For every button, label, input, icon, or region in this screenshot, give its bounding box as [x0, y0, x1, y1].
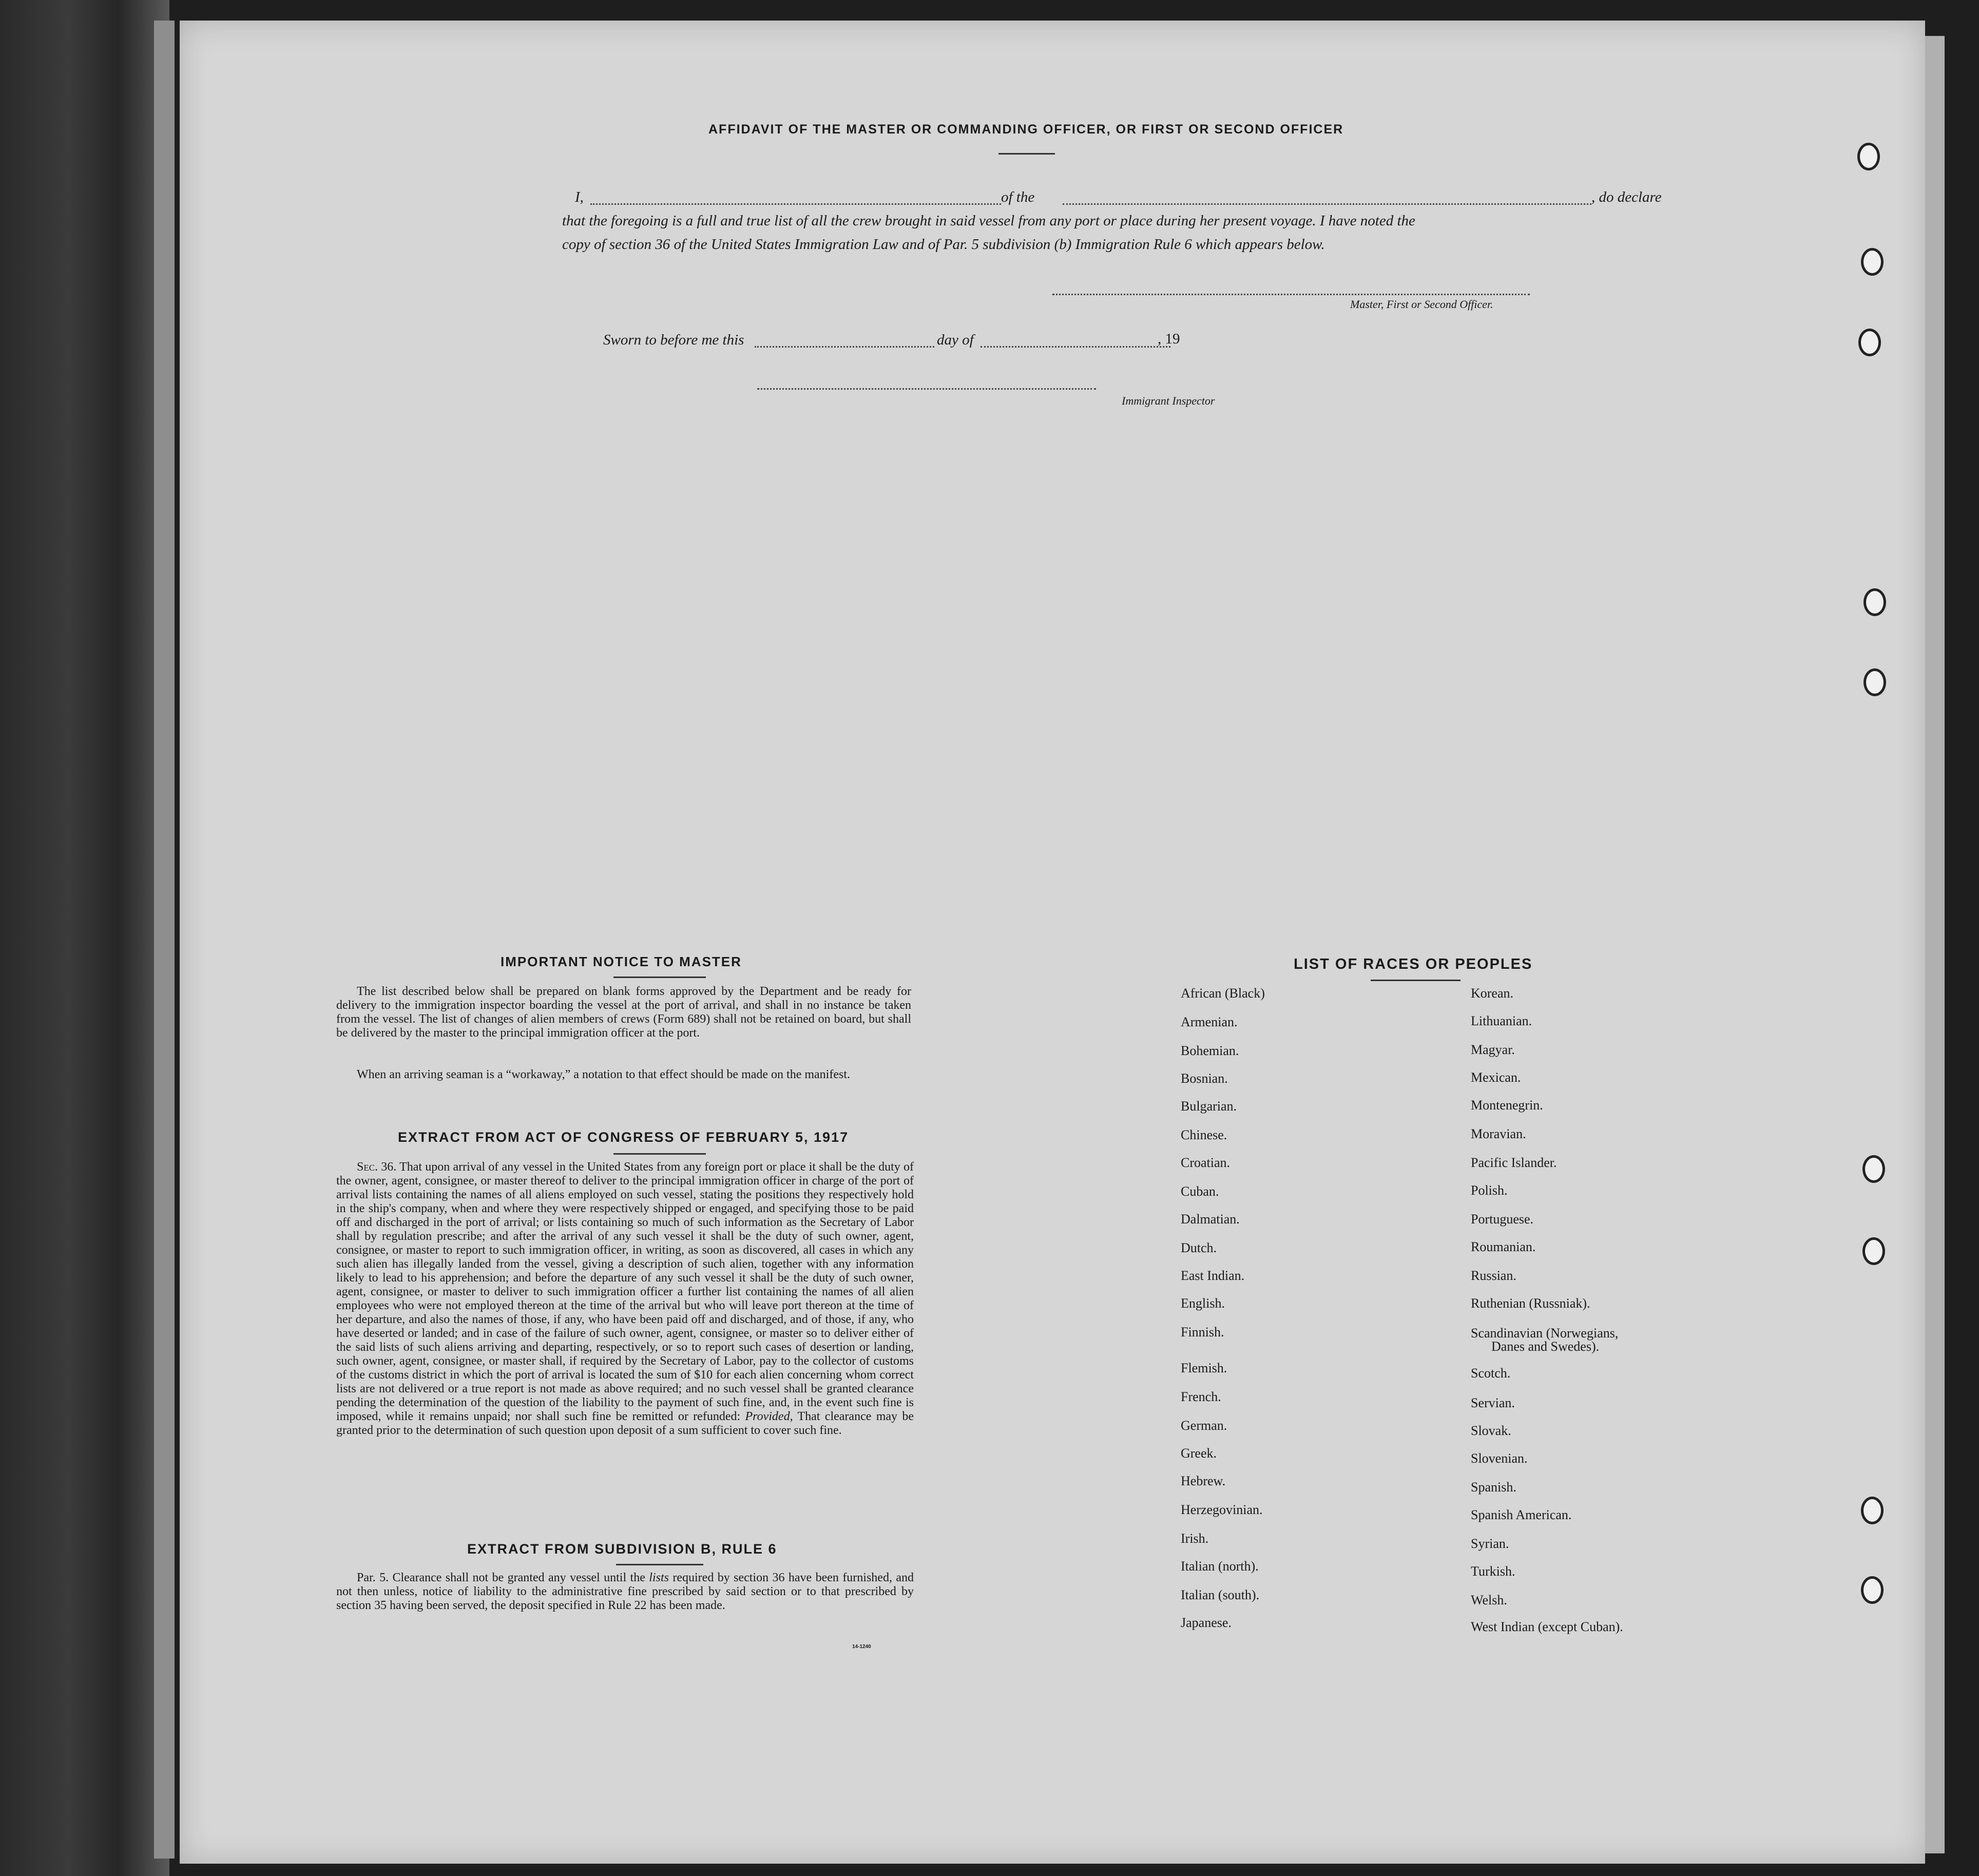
race-entry: Welsh.: [1471, 1593, 1507, 1607]
race-entry: Hebrew.: [1181, 1473, 1226, 1488]
race-entry: Montenegrin.: [1471, 1098, 1543, 1113]
name-blank[interactable]: [590, 203, 1001, 205]
race-entry: Dalmatian.: [1181, 1212, 1240, 1227]
rule-extract-text: [336, 1571, 914, 1613]
race-entry: Croatian.: [1181, 1155, 1231, 1170]
race-entry: Cuban.: [1181, 1184, 1219, 1199]
signature-line[interactable]: [1052, 294, 1530, 295]
act-extract-text: [336, 1160, 914, 1438]
races-rule: [1371, 980, 1461, 981]
notice-paragraph-2: When an arriving seaman is a “workaway,” a notation to that effect should be made on the manifest.: [357, 1068, 850, 1081]
month-blank[interactable]: [981, 346, 1170, 348]
races-title: LIST OF RACES OR PEOPLES: [1294, 956, 1533, 972]
race-entry: West Indian (except Cuban).: [1471, 1619, 1623, 1634]
page-edge: [1924, 36, 1945, 1853]
title-rule: [998, 153, 1055, 155]
race-entry: Chinese.: [1181, 1127, 1227, 1142]
race-entry: Spanish American.: [1471, 1507, 1572, 1522]
lists-word: lists: [649, 1571, 669, 1584]
race-entry: East Indian.: [1181, 1268, 1245, 1283]
affidavit-do-declare: , do declare: [1591, 189, 1662, 205]
notice-rule: [613, 977, 706, 978]
punch-hole: [1861, 1576, 1884, 1604]
race-entry: Polish.: [1471, 1183, 1508, 1198]
race-entry: Bosnian.: [1181, 1071, 1228, 1086]
vessel-blank[interactable]: [1063, 203, 1591, 205]
affidavit-line-i: I,: [575, 189, 584, 205]
section-36-text-end: That clearance may be granted prior to the determination of such question upon deposit of a sum sufficient to cover such fine.: [336, 1410, 914, 1437]
race-entry: Japanese.: [1181, 1615, 1232, 1630]
punch-hole: [1862, 1155, 1885, 1183]
race-entry: Danes and Swedes).: [1491, 1339, 1600, 1354]
race-entry: Finnish.: [1181, 1325, 1224, 1339]
race-entry: Roumanian.: [1471, 1239, 1536, 1254]
race-entry: French.: [1181, 1389, 1221, 1404]
race-entry: African (Black): [1181, 986, 1265, 1001]
affidavit-of-the: of the: [1001, 189, 1035, 205]
binding-edge: [0, 0, 169, 1876]
provided-word: Provided,: [745, 1410, 793, 1423]
race-entry: Korean.: [1471, 986, 1514, 1001]
race-entry: Flemish.: [1181, 1361, 1227, 1375]
race-entry: Slovenian.: [1471, 1451, 1528, 1466]
section-label: Sec. 36.: [357, 1160, 397, 1174]
inspector-signature-line[interactable]: [757, 388, 1096, 390]
race-entry: Armenian.: [1181, 1014, 1238, 1029]
binding-strip: [154, 21, 175, 1859]
race-entry: Bohemian.: [1181, 1043, 1239, 1058]
race-entry: Slovak.: [1471, 1423, 1511, 1438]
punch-hole: [1863, 668, 1886, 696]
day-of-text: day of: [937, 332, 974, 348]
race-entry: Turkish.: [1471, 1564, 1515, 1579]
race-entry: Pacific Islander.: [1471, 1155, 1557, 1170]
race-entry: Italian (south).: [1181, 1587, 1260, 1602]
section-36-text: That upon arrival of any vessel in the United States from any foreign port or place it shall be the duty of the owner, agent, consignee, or master thereof to deliver to the principal immigration officer in charge of the port of arrival lists containing the names of all aliens employed on such vessel, stating the positions they respectively hold in the ship's company, when and where they were respectively shipped or engaged, and specifying those to be paid off and discharged in the port of arrival; or lists containing so much of such information as the Secretary of Labor shall by regulation prescribe; and after the arrival of any such vessel it shall be the duty of such owner, agent, consignee, or master to report to such immigration officer, in writing, as soon as discovered, all cases in which any such alien has illegally landed from the vessel, giving a description of such alien, together with any information likely to lead to his apprehension; and before the departure of any such vessel it shall be the duty of such owner, agent, consignee, or master to deliver to such immigration officer a further list containing the names of all alien employees who were not employed thereon at the time of the arrival but who will leave port thereon at the time of her departure, and also the names of those, if any, who have been paid off and discharged, and of those, if any, who have deserted or landed; and in case of the failure of such owner, agent, consignee, or master so to deliver either of the said lists of such aliens arriving and departing, respectively, or so to report such cases of desertion or landing, such owner, agent, consignee, or master shall, if required by the Secretary of Labor, pay to the collector of customs of the customs district in which the port of arrival is located the sum of $10 for each alien concerning whom correct lists are not delivered or a true report is not made as above required; and no such vessel shall be granted clearance pending the determination of the question of the liability to the payment of such fine, and, in the event such fine is imposed, while it remains unpaid; nor shall such fine be remitted or refunded:: [336, 1160, 914, 1423]
act-extract-rule: [613, 1153, 706, 1155]
race-entry: English.: [1181, 1296, 1225, 1311]
race-entry: Moravian.: [1471, 1126, 1526, 1141]
manifest-page: [180, 21, 1925, 1864]
year-prefix: , 19: [1158, 331, 1180, 347]
race-entry: Herzegovinian.: [1181, 1502, 1263, 1517]
race-entry: Irish.: [1181, 1531, 1209, 1546]
punch-hole: [1863, 588, 1886, 616]
affidavit-title: AFFIDAVIT OF THE MASTER OR COMMANDING OFFICER, OR FIRST OR SECOND OFFICER: [708, 122, 1344, 137]
race-entry: Lithuanian.: [1471, 1013, 1532, 1028]
race-entry: Bulgarian.: [1181, 1099, 1237, 1114]
punch-hole: [1857, 143, 1880, 170]
race-entry: Magyar.: [1471, 1042, 1515, 1057]
race-entry: German.: [1181, 1418, 1227, 1433]
inspector-label: Immigrant Inspector: [1122, 394, 1215, 407]
race-entry: Scandinavian (Norwegians,: [1471, 1326, 1619, 1341]
rule-extract-title: EXTRACT FROM SUBDIVISION B, RULE 6: [467, 1541, 777, 1557]
race-entry: Servian.: [1471, 1395, 1515, 1410]
race-entry: Ruthenian (Russniak).: [1471, 1296, 1590, 1311]
affidavit-line-2: that the foregoing is a full and true list of all the crew brought in said vessel from any port or place during her present voyage. I have noted the: [562, 213, 1415, 229]
act-extract-title: EXTRACT FROM ACT OF CONGRESS OF FEBRUARY 5, 1917: [398, 1130, 849, 1145]
rule-extract-rule: [616, 1564, 703, 1565]
rule-text-a: Par. 5. Clearance shall not be granted any vessel until the: [357, 1571, 645, 1584]
race-entry: Russian.: [1471, 1268, 1516, 1283]
race-entry: Portuguese.: [1471, 1212, 1534, 1227]
punch-hole: [1858, 329, 1881, 356]
sworn-text: Sworn to before me this: [603, 332, 744, 348]
race-entry: Scotch.: [1471, 1366, 1511, 1381]
punch-hole: [1862, 1237, 1885, 1265]
punch-hole: [1861, 248, 1884, 276]
rule-text-b: required by section 36 have been furnished, and not then unless, notice of liability to the administrative fine prescribed by said section or to that prescribed by section 35 having been served, the deposit specified in Rule 22 has been made.: [336, 1571, 914, 1612]
punch-hole: [1861, 1497, 1884, 1524]
form-number: 14-1240: [852, 1644, 871, 1650]
notice-paragraph-1: The list described below shall be prepared on blank forms approved by the Department and be ready for delivery to the immigration inspector boarding the vessel at the port of arrival, and shall in no instance be taken from the vessel. The list of changes of alien members of crews (Form 689) shall not be retained on board, but shall be delivered by the master to the principal immigration officer at the port.: [336, 985, 911, 1040]
race-entry: Spanish.: [1471, 1480, 1516, 1495]
affidavit-line-3: copy of section 36 of the United States Immigration Law and of Par. 5 subdivision (b) Immigration Rule 6 which appears below.: [562, 236, 1325, 253]
race-entry: Dutch.: [1181, 1240, 1217, 1255]
race-entry: Italian (north).: [1181, 1559, 1259, 1574]
race-entry: Mexican.: [1471, 1070, 1521, 1085]
signature-label: Master, First or Second Officer.: [1350, 298, 1493, 311]
race-entry: Greek.: [1181, 1446, 1217, 1461]
race-entry: Syrian.: [1471, 1536, 1509, 1551]
sworn-day-blank[interactable]: [755, 346, 934, 348]
notice-title: IMPORTANT NOTICE TO MASTER: [501, 954, 742, 969]
